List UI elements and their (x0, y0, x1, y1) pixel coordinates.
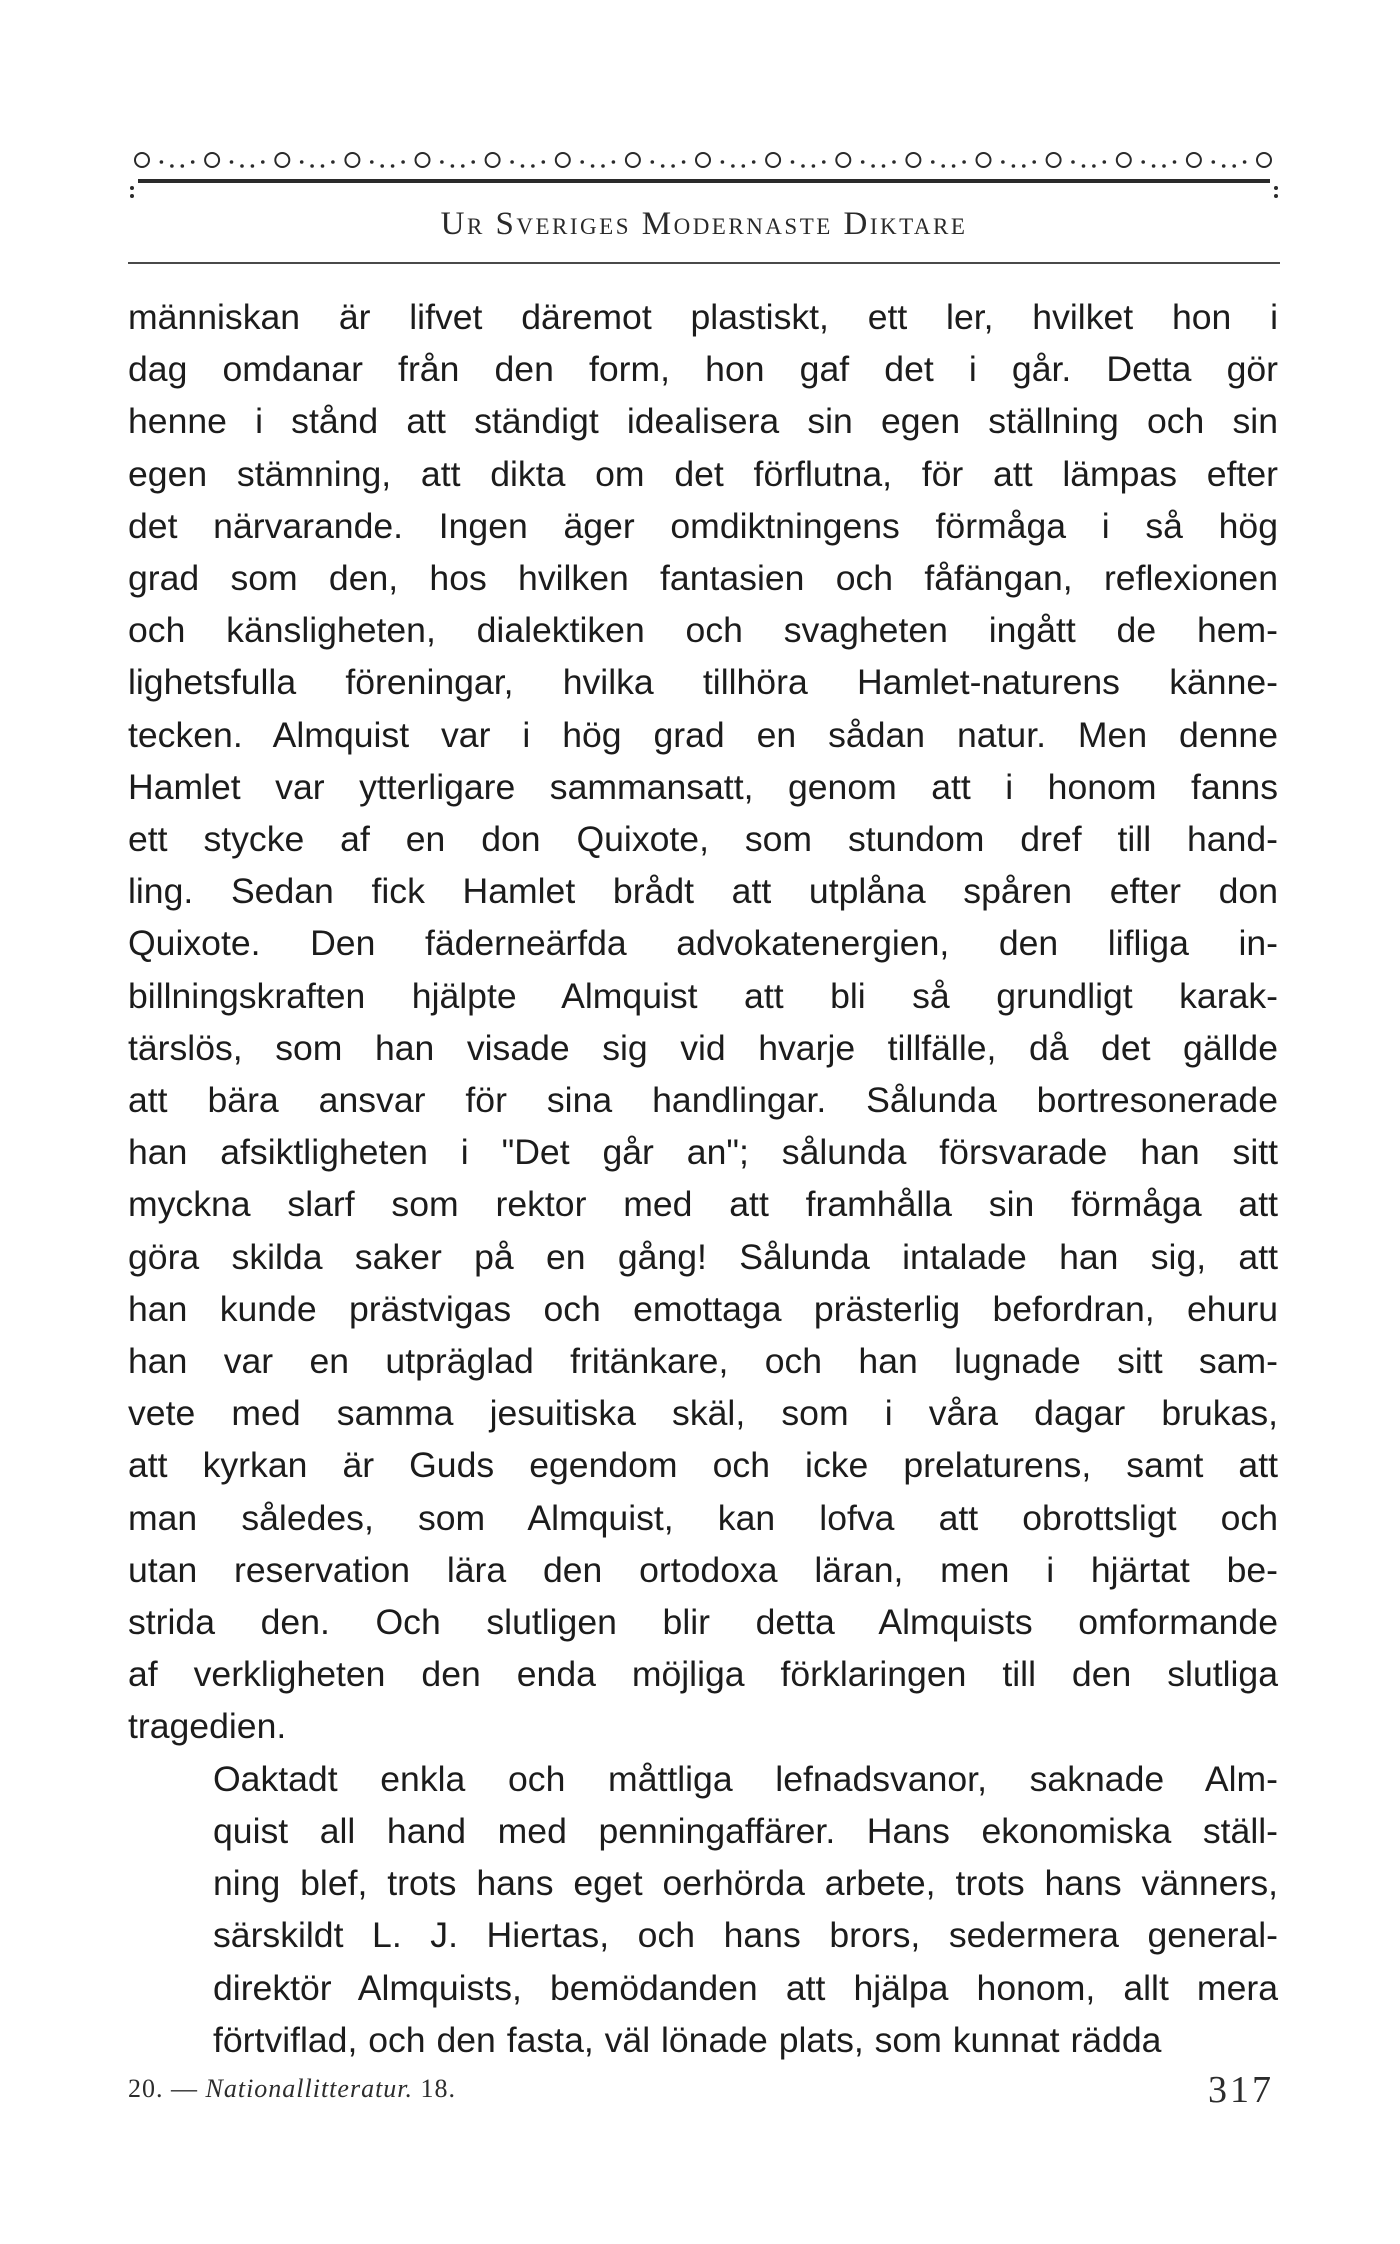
text-line: tragedien. (128, 1706, 287, 1747)
text-line: att kyrkan är Guds egendom och icke prelaturens, samt att (128, 1445, 1278, 1486)
text-line: af verkligheten den enda möjliga förklaringen till den slutliga (128, 1654, 1278, 1695)
text-line: dag omdanar från den form, hon gaf det i går. Detta gör (128, 349, 1278, 390)
text-line: quist all hand med penningaffärer. Hans ekonomiska ställ- (213, 1810, 1278, 1851)
text-line: Oaktadt enkla och måttliga lefnadsvanor, saknade Alm- (213, 1758, 1278, 1799)
text-line: billningskraften hjälpte Almquist att bli så grundligt karak- (128, 975, 1278, 1016)
text-line: lighetsfulla föreningar, hvilka tillhöra Hamlet-naturens känne- (128, 662, 1278, 703)
text-line: egen stämning, att dikta om det förflutna, för att lämpas efter (128, 453, 1278, 494)
text-line: att bära ansvar för sina handlingar. Sålunda bortresonerade (128, 1080, 1278, 1121)
printer-signature (128, 2074, 456, 2104)
text-line: han kunde prästvigas och emottaga prästerlig befordran, ehuru (128, 1288, 1278, 1329)
text-line: myckna slarf som rektor med att framhålla sin förmåga att (128, 1184, 1278, 1225)
text-line: tecken. Almquist var i hög grad en sådan natur. Men denne (128, 714, 1278, 755)
text-line: utan reservation lära den ortodoxa läran, men i hjärtat be- (128, 1549, 1278, 1590)
signature-title: Nationallitteratur. (205, 2074, 414, 2103)
signature-dash: — (171, 2074, 198, 2103)
text-line: förtviflad, och den fasta, väl lönade plats, som kunnat rädda (213, 2019, 1162, 2060)
text-line: och känsligheten, dialektiken och svagheten ingått de hem- (128, 610, 1278, 651)
text-line: han afsiktligheten i "Det går an"; sålunda försvarade han sitt (128, 1132, 1278, 1173)
text-line: det närvarande. Ingen äger omdiktningens förmåga i så hög (128, 505, 1278, 546)
header-rule (128, 262, 1280, 264)
ornamental-border (128, 122, 1280, 202)
text-line: ning blef, trots hans eget oerhörda arbete, trots hans vänners, (213, 1863, 1278, 1904)
text-line: henne i stånd att ständigt idealisera sin egen ställning och sin (128, 401, 1278, 442)
text-line: ett stycke af en don Quixote, som stundom dref till hand- (128, 819, 1278, 860)
text-line: direktör Almquists, bemödanden att hjälpa honom, allt mera (213, 1967, 1278, 2008)
text-line: Quixote. Den fäderneärfda advokatenergien, den lifliga in- (128, 923, 1278, 964)
text-line: man således, som Almquist, kan lofva att obrottsligt och (128, 1497, 1278, 1538)
text-line: människan är lifvet däremot plastiskt, ett ler, hvilket hon i (128, 297, 1278, 337)
page-number: 317 (1208, 2069, 1274, 2111)
text-line: grad som den, hos hvilken fantasien och fåfängan, reflexionen (128, 558, 1278, 599)
signature-number: 20. (128, 2074, 164, 2103)
text-line: vete med samma jesuitiska skäl, som i våra dagar brukas, (128, 1393, 1278, 1434)
page-footer (128, 2068, 1280, 2128)
text-line: särskildt L. J. Hiertas, och hans brors, sedermera general- (213, 1915, 1278, 1956)
text-line: strida den. Och slutligen blir detta Almquists omformande (128, 1602, 1278, 1643)
text-line: Hamlet var ytterligare sammansatt, genom att i honom fanns (128, 766, 1278, 807)
text-line: han var en utpräglad fritänkare, och han lugnade sitt sam- (128, 1341, 1278, 1382)
running-head: Ur Sveriges Modernaste Diktare (440, 206, 968, 242)
text-line: göra skilda saker på en gång! Sålunda intalade han sig, att (128, 1236, 1278, 1277)
text-line: tärslös, som han visade sig vid hvarje tillfälle, då det gällde (128, 1027, 1278, 1068)
signature-volume: 18. (420, 2074, 457, 2103)
paragraph (128, 1753, 1278, 2066)
text-line: ling. Sedan fick Hamlet brådt att utplåna spåren efter don (128, 871, 1278, 912)
page-body (128, 291, 1278, 2066)
paragraph (128, 291, 1278, 1753)
